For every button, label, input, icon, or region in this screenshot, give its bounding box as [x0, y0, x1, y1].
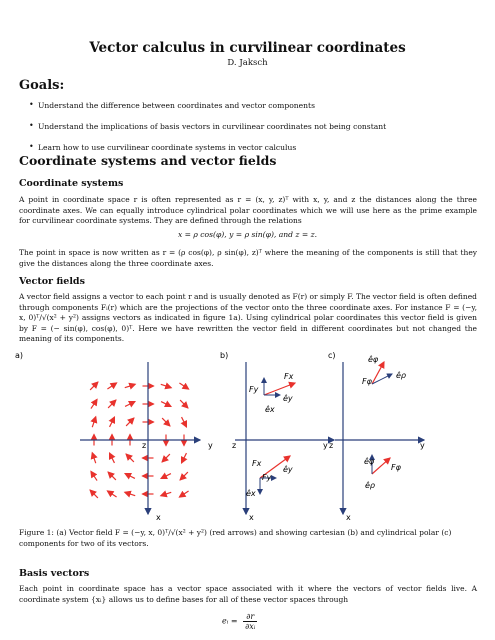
equation-lhs: eᵢ = — [222, 616, 238, 626]
paragraph: A vector field assigns a vector to each point r and is usually denoted as F(r) or simply F. The vector field is often defined through components Fᵢ(r) which are the projections of the vector onto the three coordinate axes. For instance F = (−y, x, 0)ᵀ/√(x² + y²) assigns vectors as indicated in figure 1a). Using cylindrical polar coordinates this vector field is given by F = (− sin(φ), cos(φ), 0)ᵀ. Here we have rewritten the vector field in different coordinates but not changed the meaning of its components. — [19, 292, 477, 343]
axis-label-x-a: x — [156, 513, 161, 522]
field-arrow — [180, 472, 188, 480]
label-fy-lower: Fy — [262, 473, 272, 482]
goal-item: • Understand the implications of basis vectors in curvilinear coordinates not being constant — [38, 122, 478, 143]
field-arrow — [162, 454, 170, 462]
field-arrow — [161, 474, 171, 479]
field-arrow — [92, 453, 95, 463]
subsection-heading: Vector fields — [19, 276, 85, 287]
field-arrow — [108, 472, 116, 480]
label-ey-upper: êy — [283, 394, 293, 403]
axis-label-z-a: z — [142, 441, 147, 450]
field-arrow — [125, 474, 135, 479]
label-fphi-upper: Fφ — [362, 377, 372, 386]
figure-caption: Figure 1: (a) Vector field F = (−y, x, 0)ᵀ/√(x² + y²) (red arrows) and showing cartesian (b) and cylindrical polar (c) components for two of its vectors. — [19, 528, 452, 548]
label-ey-lower: êy — [283, 465, 293, 474]
paragraph: A point in coordinate space r is often represented as r = (x, y, z)ᵀ with x, y, and z the distances along the three coordinate axes. We can equally introduce cylindrical polar coordinates which we will use here as the prime example for curvilinear coordinate systems. They are defined through the relations — [19, 195, 477, 225]
field-arrow — [107, 491, 116, 497]
field-arrow — [110, 453, 115, 463]
field-arrow — [110, 417, 115, 427]
field-arrow — [179, 491, 188, 497]
field-arrow — [161, 402, 171, 407]
axis-label-z-c: z — [329, 441, 334, 450]
paragraph: Each point in coordinate space has a vector space associated with it where the vectors of vector fields live. A coordinate system {xᵢ} allows us to define bases for all of these vector spaces through — [19, 584, 477, 604]
fraction — [243, 612, 257, 631]
field-arrow — [107, 383, 116, 389]
vector-c-lower — [372, 458, 390, 474]
goals-heading: Goals: — [19, 78, 65, 93]
axis-label-x-c: x — [346, 513, 351, 522]
label-erho-lower: êρ — [365, 481, 375, 490]
axis-label-y-b: y — [323, 441, 328, 450]
author: D. Jaksch — [227, 58, 268, 68]
label-ex-lower: êx — [246, 489, 256, 498]
field-arrow — [125, 402, 135, 407]
field-arrow — [125, 384, 135, 387]
numerator: ∂r — [243, 612, 257, 622]
axis-label-x-b: x — [249, 513, 254, 522]
field-arrow — [182, 453, 187, 463]
field-arrow — [92, 417, 95, 427]
field-arrow — [182, 417, 187, 427]
field-arrow — [161, 492, 171, 495]
field-arrow — [90, 490, 98, 498]
field-arrow — [126, 418, 134, 426]
field-arrow — [90, 382, 98, 390]
field-arrow — [179, 383, 188, 389]
label-fx-upper: Fx — [284, 372, 294, 381]
axis-label-z-b: z — [232, 441, 237, 450]
label-ephi-lower: êφ — [364, 457, 375, 466]
goal-item: • Understand the difference between coordinates and vector components — [38, 101, 478, 122]
equation-basis — [222, 612, 257, 631]
section-heading: Coordinate systems and vector fields — [19, 153, 277, 168]
paragraph: The point in space is now written as r = (ρ cos(φ), ρ sin(φ), z)ᵀ where the meaning of the components is still that they give the distances along the three coordinate axes. — [19, 248, 477, 268]
panel-label-b: b) — [220, 351, 229, 360]
axis-label-y-a: y — [208, 441, 213, 450]
goal-item: • Learn how to use curvilinear coordinate systems in vector calculus — [38, 143, 478, 164]
subsection-heading: Basis vectors — [19, 568, 90, 579]
field-arrow — [91, 471, 97, 480]
panel-label-c: c) — [328, 351, 336, 360]
label-erho-upper: êρ — [396, 371, 406, 380]
page-title: Vector calculus in curvilinear coordinates — [89, 40, 406, 56]
field-arrow — [126, 454, 134, 462]
axis-label-y-c: y — [420, 441, 425, 450]
label-ephi-upper: êφ — [368, 355, 379, 364]
label-fy-upper: Fy — [249, 385, 259, 394]
field-arrow — [180, 400, 188, 408]
label-ex-upper: êx — [265, 405, 275, 414]
denominator: ∂xᵢ — [245, 622, 256, 631]
field-arrow — [91, 399, 97, 408]
field-arrow — [161, 384, 171, 387]
label-fx-lower: Fx — [252, 459, 262, 468]
subsection-heading: Coordinate systems — [19, 178, 124, 189]
panel-label-a: a) — [15, 351, 24, 360]
field-arrow — [125, 492, 135, 495]
field-arrow — [108, 400, 116, 408]
field-arrow — [162, 418, 170, 426]
equation: x = ρ cos(φ), y = ρ sin(φ), and z = z. — [177, 230, 318, 239]
label-fphi-lower: Fφ — [391, 463, 401, 472]
